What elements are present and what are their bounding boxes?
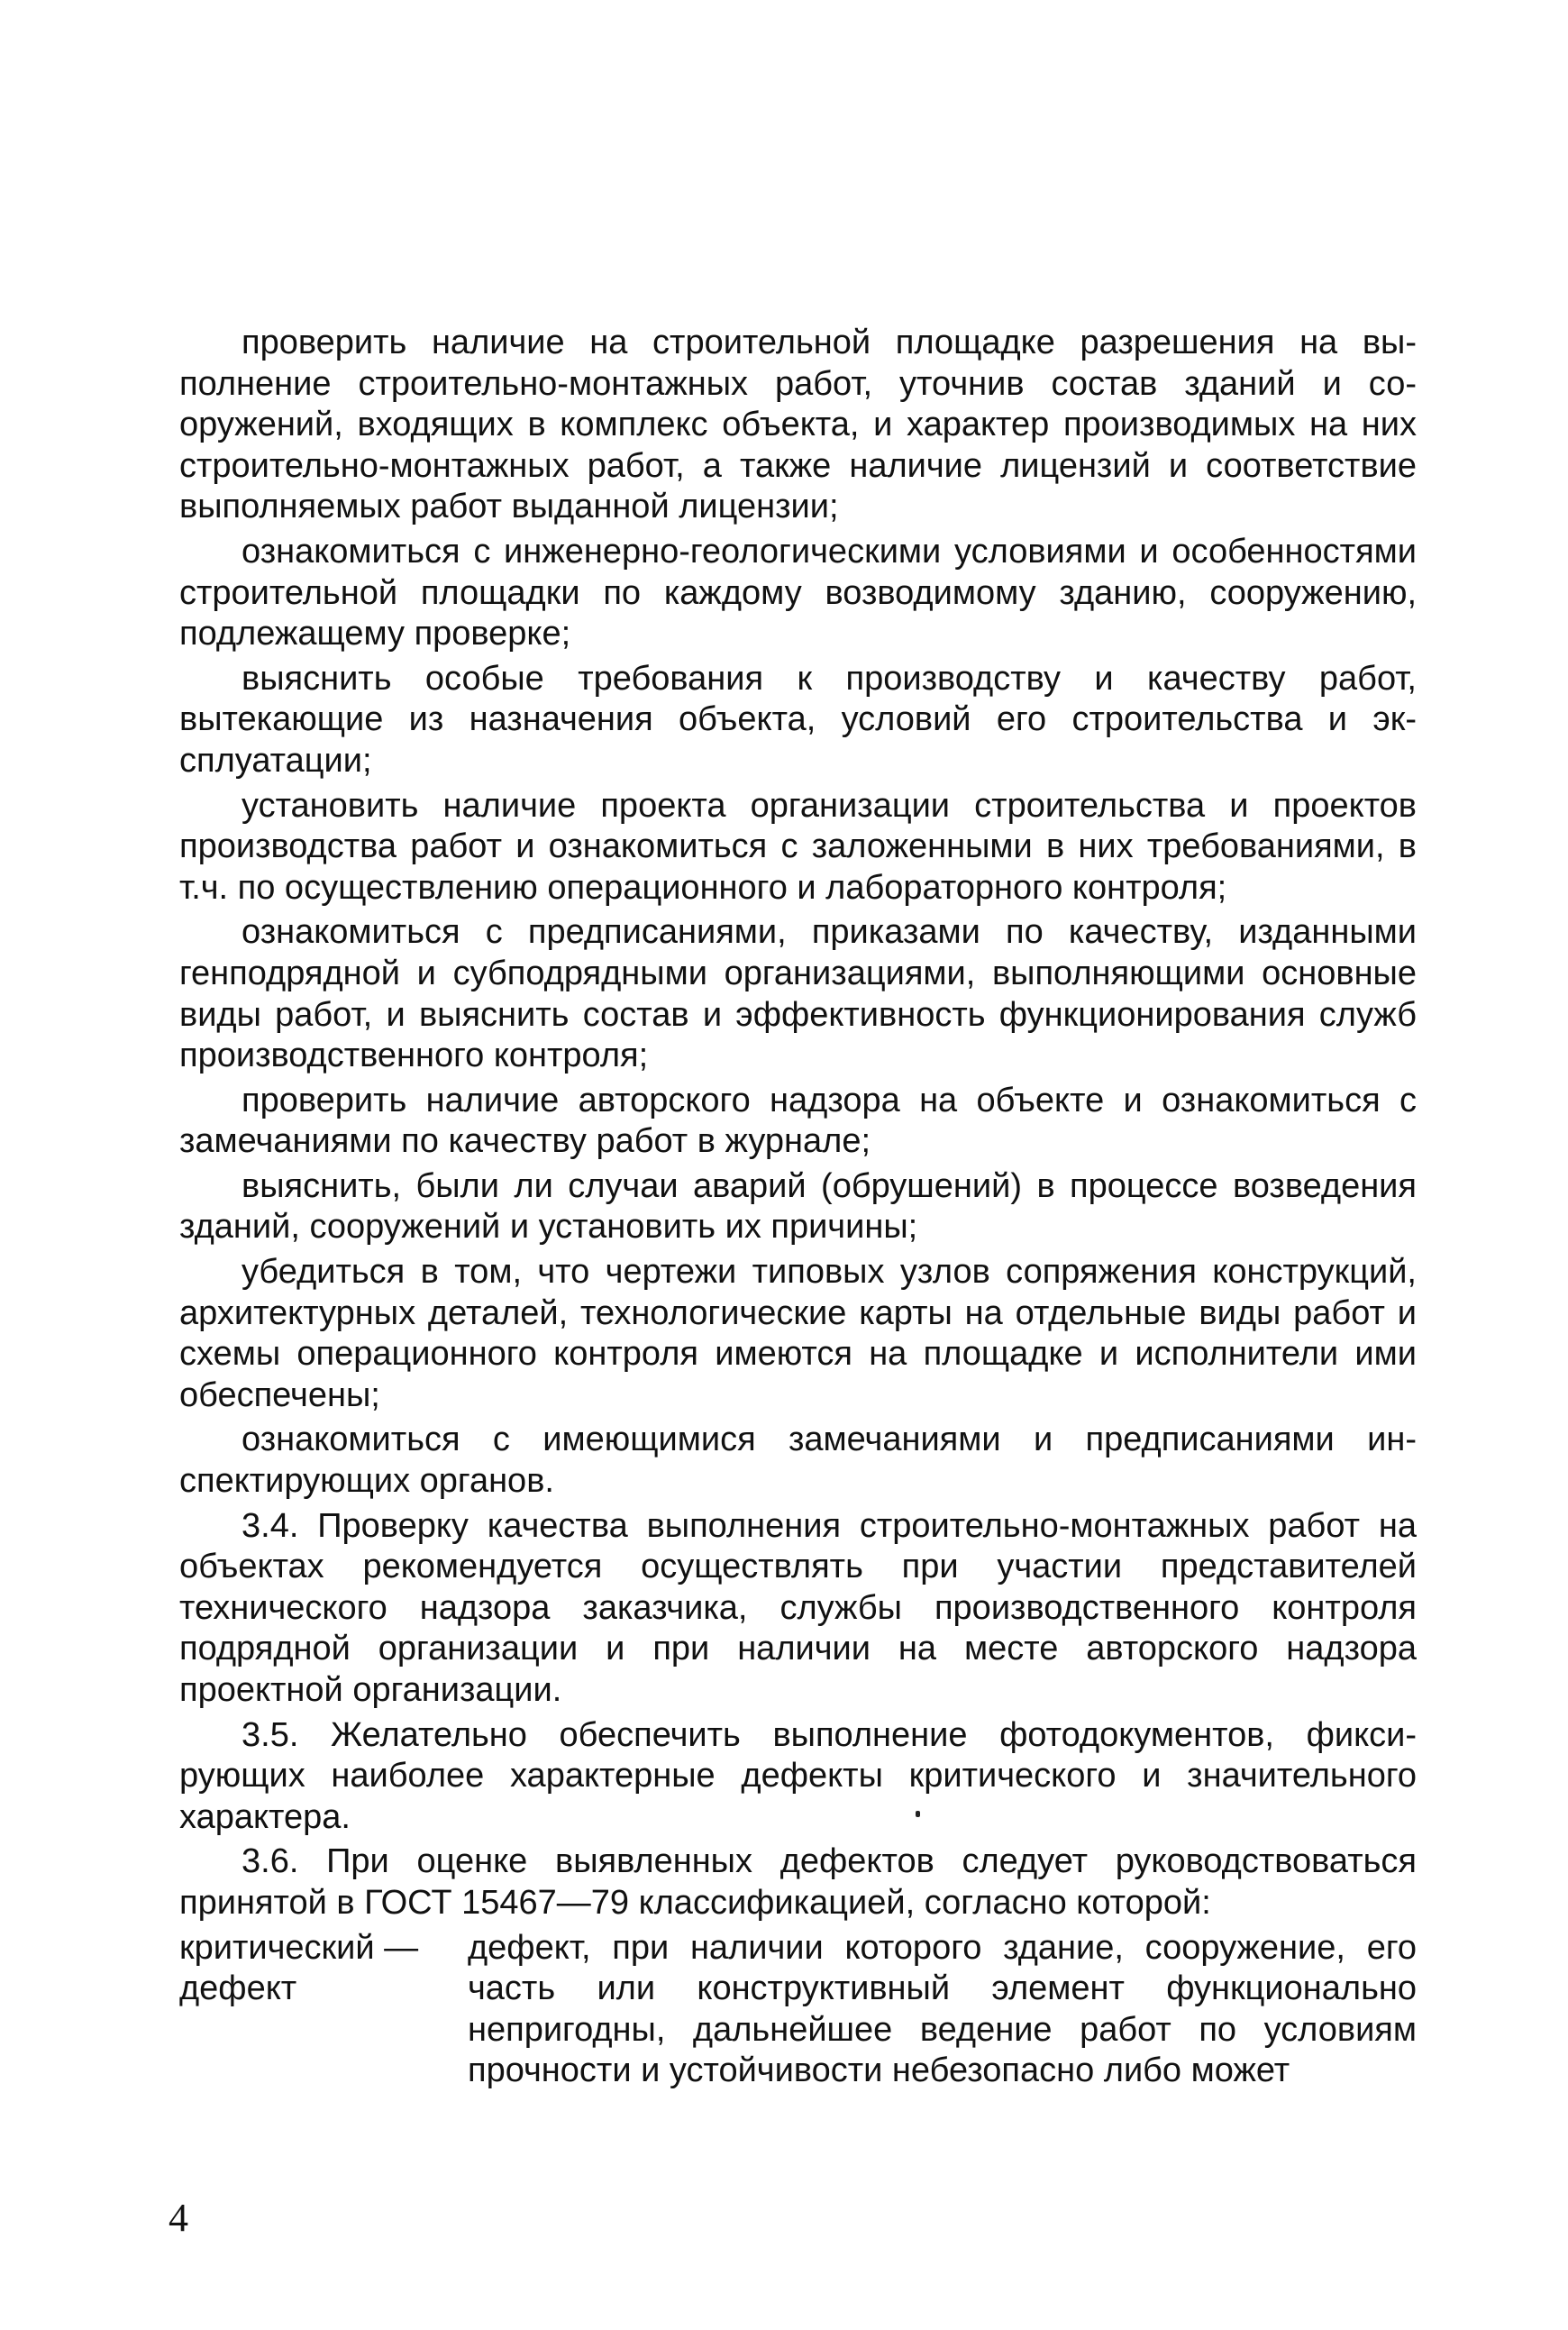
paragraph-project-organization: установить наличие проекта организации строительства и проектов производства работ и ознакомиться с заложенными в них требованиями, в т.ч. по осуществлению операционного и лабораторного контроля; <box>179 786 1417 907</box>
paragraph-prescriptions: ознакомиться с предписаниями, приказами по качеству, изданными генподрядной и субподрядными организациями, выполняющими основные виды работ, и выяснить состав и эффективность функционирования служб производственного контроля; <box>179 913 1417 1075</box>
body-text <box>179 323 1417 2092</box>
paragraph-accidents: выяснить, были ли случаи аварий (обрушений) в процессе возведения зданий, сооружений и установить их причины; <box>179 1166 1417 1247</box>
definition-critical-defect <box>179 1928 1417 2092</box>
scan-speck <box>916 1811 920 1817</box>
paragraph-special-requirements: выяснить особые требования к производству и качеству работ, вытекающие из назначения объекта, условий его строительства и эксплуатации; <box>179 659 1417 780</box>
paragraph-section-3-4: 3.4. Проверку качества выполнения строительно-монтажных работ на объектах рекомендуется осуществлять при участии представителей технического надзора заказчика, службы производственного контроля подрядной организации и при наличии на месте авторского надзора проектной организации. <box>179 1506 1417 1709</box>
page-number: 4 <box>169 2196 188 2240</box>
paragraph-section-3-5: 3.5. Желательно обеспечить выполнение фотодокументов, фиксирующих наиболее характерные дефекты критического и значительного характера. <box>179 1715 1417 1836</box>
definition-term: критический — дефект <box>179 1928 419 2008</box>
paragraph-drawings: убедиться в том, что чертежи типовых узлов сопряжения конструкций, архитектурных деталей, технологические карты на отдельные виды работ и схемы операционного контроля имеются на площадке и исполнители ими обеспечены; <box>179 1253 1417 1414</box>
paragraph-check-permit: проверить наличие на строительной площадке разрешения на выполнение строительно-монтажных работ, уточнив состав зданий и сооружений, входящих в комплекс объекта, и характер производимых на них строительно-монтажных работ, а также наличие лицензий и соответствие выполняемых работ выданной лицензии; <box>179 324 1417 526</box>
paragraph-author-supervision: проверить наличие авторского надзора на объекте и ознакомиться с замечаниями по качеству работ в журнале; <box>179 1081 1417 1161</box>
paragraph-section-3-6: 3.6. При оценке выявленных дефектов следует руководствоваться принятой в ГОСТ 15467—79 классификацией, согласно которой: <box>179 1842 1417 1922</box>
definition-text: дефект, при наличии которого здание, сооружение, его часть или конструктивный элемент функционально непригодны, дальнейшее ведение работ по условиям прочности и устойчивости небезопасно либо может <box>468 1928 1417 2090</box>
paragraph-geology: ознакомиться с инженерно-геологическими условиями и особенностями строительной площадки по каждому возводимому зданию, сооружению, подлежащему проверке; <box>179 532 1417 653</box>
paragraph-inspection-remarks: ознакомиться с имеющимися замечаниями и предписаниями инспектирующих органов. <box>179 1421 1417 1501</box>
